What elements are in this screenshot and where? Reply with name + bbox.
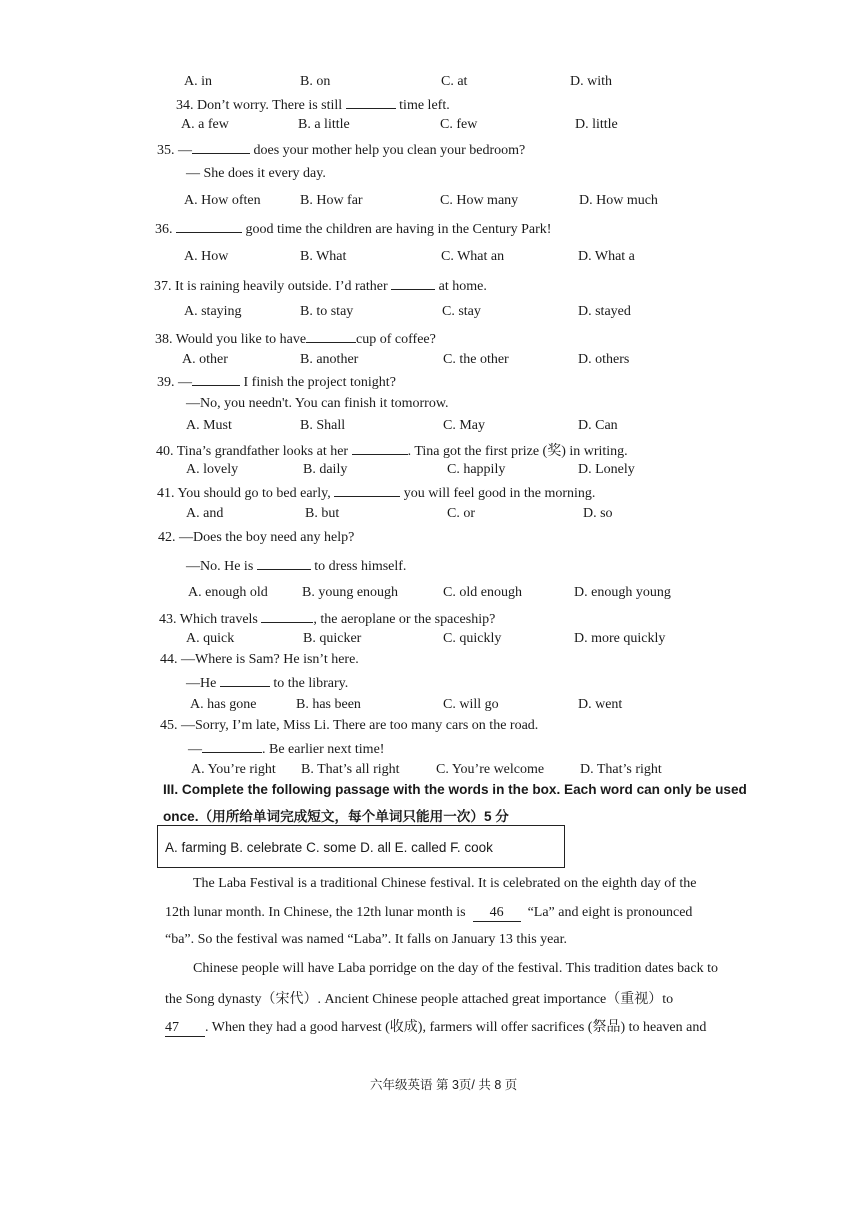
q36-option-c: C. What an — [441, 249, 505, 264]
q36-option-d: D. What a — [578, 249, 635, 264]
q44-option-a: A. has gone — [190, 697, 257, 712]
q42-option-b: B. young enough — [302, 585, 399, 600]
q39-option-c: C. May — [443, 418, 485, 433]
q45-option-c: C. You’re welcome — [436, 762, 545, 777]
q40-option-b: B. daily — [303, 462, 348, 477]
q43-stem: 43. Which travels , the aeroplane or the spaceship? — [159, 612, 496, 627]
q41-option-b: B. but — [305, 506, 340, 521]
q36-option-a: A. How — [184, 249, 229, 264]
q42-answer: —No. He is to dress himself. — [186, 559, 407, 574]
q43-option-a: A. quick — [186, 631, 235, 646]
q35-option-d: D. How much — [579, 193, 658, 208]
q45-option-b: B. That’s all right — [301, 762, 400, 777]
q42-option-d: D. enough young — [574, 585, 671, 600]
q35-option-a: A. How often — [184, 193, 261, 208]
q36-stem: 36. good time the children are having in the Century Park! — [155, 222, 552, 237]
q37-option-d: D. stayed — [578, 304, 631, 319]
q35-option-b: B. How far — [300, 193, 363, 208]
q41-option-c: C. or — [447, 506, 475, 521]
q36-option-b: B. What — [300, 249, 347, 264]
blank-46[interactable]: 46 — [473, 905, 521, 922]
q39-answer: —No, you needn't. You can finish it tomorrow. — [186, 396, 449, 411]
q41-stem: 41. You should go to bed early, you will feel good in the morning. — [157, 486, 596, 501]
q44-stem: 44. —Where is Sam? He isn’t here. — [160, 652, 359, 667]
q45-option-d: D. That’s right — [580, 762, 662, 777]
q44-answer: —He to the library. — [186, 676, 349, 691]
q45-stem: 45. —Sorry, I’m late, Miss Li. There are too many cars on the road. — [160, 718, 539, 733]
q35-option-c: C. How many — [440, 193, 519, 208]
q43-option-b: B. quicker — [303, 631, 362, 646]
q34-option-b: B. a little — [298, 117, 350, 132]
q35-stem: 35. — does your mother help you clean your bedroom? — [157, 143, 526, 158]
q38-option-c: C. the other — [443, 352, 509, 367]
q40-stem: 40. Tina’s grandfather looks at her . Tina got the first prize (奖) in writing. — [156, 444, 628, 459]
q39-option-d: D. Can — [578, 418, 618, 433]
q44-option-c: C. will go — [443, 697, 499, 712]
q33-option-d: D. with — [570, 74, 612, 89]
q39-option-a: A. Must — [186, 418, 232, 433]
q40-option-a: A. lovely — [186, 462, 239, 477]
passage-p2-line1: Chinese people will have Laba porridge on the day of the festival. This tradition dates back to — [193, 961, 718, 976]
q44-option-b: B. has been — [296, 697, 361, 712]
q34-option-c: C. few — [440, 117, 478, 132]
q42-stem: 42. —Does the boy need any help? — [158, 530, 355, 545]
q34-stem: 34. Don’t worry. There is still time left. — [176, 98, 450, 113]
passage-p1-line3: “ba”. So the festival was named “Laba”. It falls on January 13 this year. — [165, 932, 567, 947]
q37-option-b: B. to stay — [300, 304, 354, 319]
q44-option-d: D. went — [578, 697, 623, 712]
q35-answer: — She does it every day. — [186, 166, 326, 181]
section3-instruction-line2: once.（用所给单词完成短文，每个单词只能用一次）5 分 — [163, 809, 509, 824]
q45-answer: — . Be earlier next time! — [188, 742, 385, 757]
q45-option-a: A. You’re right — [191, 762, 276, 777]
q38-option-d: D. others — [578, 352, 630, 367]
passage-p2-line2: the Song dynasty（宋代）. Ancient Chinese people attached great importance（重视）to — [165, 992, 674, 1007]
q41-option-d: D. so — [583, 506, 613, 521]
q39-stem: 39. — I finish the project tonight? — [157, 375, 396, 390]
section3-instruction-line1: III. Complete the following passage with the words in the box. Each word can only be used — [163, 782, 747, 797]
q33-option-b: B. on — [300, 74, 331, 89]
q34-option-d: D. little — [575, 117, 618, 132]
passage-p1-line2: 12th lunar month. In Chinese, the 12th lunar month is 46 “La” and eight is pronounced — [165, 905, 693, 920]
q37-option-a: A. staying — [184, 304, 242, 319]
page-footer: 六年级英语 第 3页/ 共 8 页 — [370, 1078, 518, 1092]
q40-option-c: C. happily — [447, 462, 506, 477]
q37-stem: 37. It is raining heavily outside. I’d rather at home. — [154, 279, 487, 294]
q43-option-d: D. more quickly — [574, 631, 666, 646]
q38-stem: 38. Would you like to have cup of coffee? — [155, 332, 436, 347]
word-box-options: A. farming B. celebrate C. some D. all E. called F. cook — [165, 840, 493, 855]
passage-p1-line1: The Laba Festival is a traditional Chinese festival. It is celebrated on the eighth day of the — [193, 876, 697, 891]
q37-option-c: C. stay — [442, 304, 481, 319]
q42-option-c: C. old enough — [443, 585, 522, 600]
q38-option-b: B. another — [300, 352, 359, 367]
q39-option-b: B. Shall — [300, 418, 346, 433]
q42-option-a: A. enough old — [188, 585, 268, 600]
q43-option-c: C. quickly — [443, 631, 502, 646]
q33-option-c: C. at — [441, 74, 468, 89]
blank-47[interactable]: 47 — [165, 1020, 205, 1037]
q40-option-d: D. Lonely — [578, 462, 635, 477]
q41-option-a: A. and — [186, 506, 224, 521]
passage-p2-line3: 47 . When they had a good harvest (收成), farmers will offer sacrifices (祭品) to heaven and — [165, 1020, 707, 1035]
q38-option-a: A. other — [182, 352, 228, 367]
q33-option-a: A. in — [184, 74, 212, 89]
q34-option-a: A. a few — [181, 117, 229, 132]
